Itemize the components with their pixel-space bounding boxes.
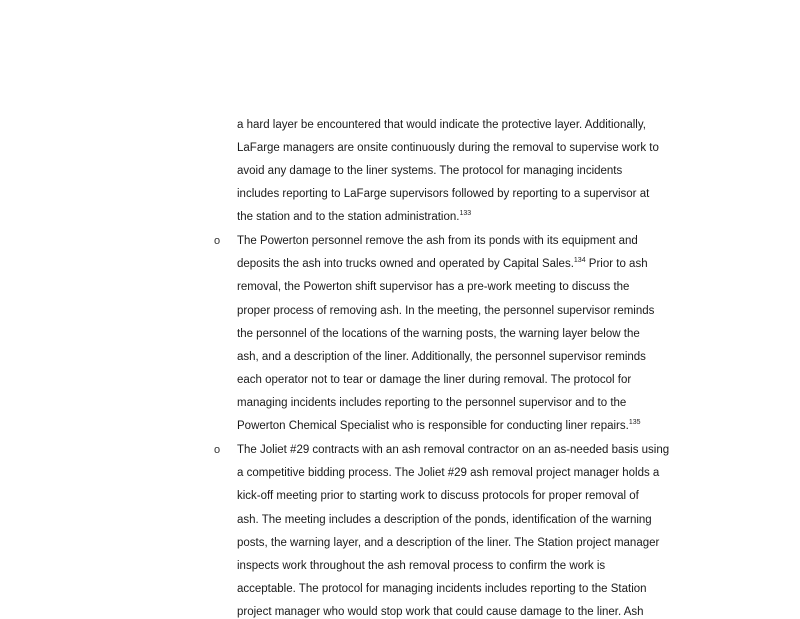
text-segment: deposits the ash into trucks owned and operated by Capital Sales. [237,258,574,270]
text-line [237,210,471,224]
text-line: ash. The meeting includes a description of the ponds, identification of the warning [237,514,652,526]
text-segment: Powerton Chemical Specialist who is responsible for conducting liner repairs. [237,420,629,432]
text-line: inspects work throughout the ash removal process to confirm the work is [237,560,606,572]
bullet-marker: o [214,235,221,247]
text-line: The Powerton personnel remove the ash from its ponds with its equipment and [237,235,638,247]
text-line: the personnel of the locations of the warning posts, the warning layer below the [237,328,640,340]
text-line: includes reporting to LaFarge supervisors followed by reporting to a supervisor at [237,188,650,200]
footnote-ref-135: 135 [628,419,641,427]
footnote-ref-133: 133 [459,210,472,218]
text-line: proper process of removing ash. In the meeting, the personnel supervisor reminds [237,305,655,317]
footnote-ref-134: 134 [573,257,586,265]
text-line: LaFarge managers are onsite continuously during the removal to supervise work to [237,142,659,154]
text-line: ash, and a description of the liner. Additionally, the personnel supervisor reminds [237,351,646,363]
text-line: project manager who would stop work that could cause damage to the liner. Ash [237,606,644,618]
bullet-marker: o [214,444,221,456]
text-line: a hard layer be encountered that would indicate the protective layer. Additionally, [237,119,646,131]
text-line [237,419,641,433]
text-segment: the station and to the station administration. [237,211,460,223]
text-line [237,257,648,271]
text-line: a competitive bidding process. The Joliet #29 ash removal project manager holds a [237,467,660,479]
text-line: managing incidents includes reporting to the personnel supervisor and to the [237,397,627,409]
text-line: each operator not to tear or damage the liner during removal. The protocol for [237,374,632,386]
text-line: posts, the warning layer, and a description of the liner. The Station project manager [237,537,660,549]
text-line: The Joliet #29 contracts with an ash removal contractor on an as-needed basis using [237,444,670,456]
text-line: acceptable. The protocol for managing incidents includes reporting to the Station [237,583,647,595]
text-segment: Prior to ash [585,258,648,270]
text-line: kick-off meeting prior to starting work to discuss protocols for proper removal of [237,490,639,502]
text-line: removal, the Powerton shift supervisor has a pre-work meeting to discuss the [237,281,630,293]
text-line: avoid any damage to the liner systems. The protocol for managing incidents [237,165,623,177]
